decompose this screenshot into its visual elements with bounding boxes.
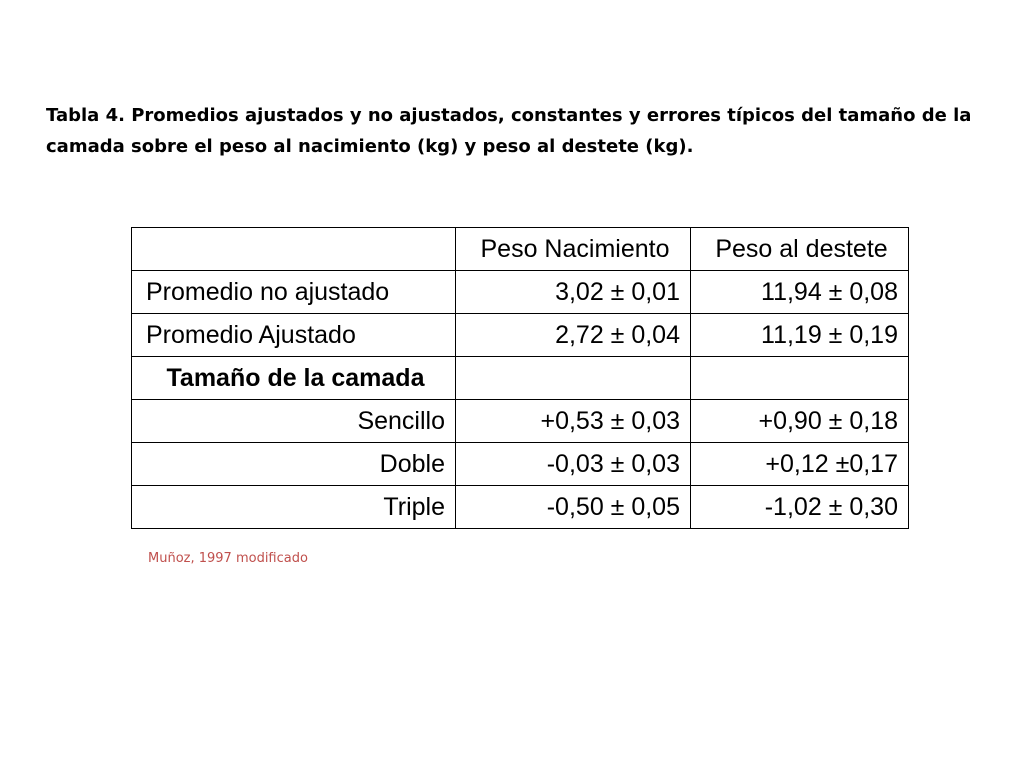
section-label: Tamaño de la camada	[132, 357, 456, 400]
data-table	[131, 227, 909, 529]
cell-destete: 11,19 ± 0,19	[691, 314, 909, 357]
header-cell-empty	[132, 228, 456, 271]
cell-destete: +0,90 ± 0,18	[691, 400, 909, 443]
table-section-row	[132, 357, 909, 400]
table-caption: Tabla 4. Promedios ajustados y no ajustados, constantes y errores típicos del tamaño de la camada sobre el peso al nacimiento (kg) y peso al destete (kg).	[46, 105, 972, 157]
table-row	[132, 314, 909, 357]
cell-nacimiento	[456, 357, 691, 400]
header-cell-peso-nacimiento: Peso Nacimiento	[456, 228, 691, 271]
table-row	[132, 443, 909, 486]
table-row	[132, 400, 909, 443]
cell-nacimiento: -0,50 ± 0,05	[456, 486, 691, 529]
table-header-row	[132, 228, 909, 271]
cell-destete	[691, 357, 909, 400]
cell-destete: +0,12 ±0,17	[691, 443, 909, 486]
row-label: Triple	[132, 486, 456, 529]
row-label: Sencillo	[132, 400, 456, 443]
table-row	[132, 486, 909, 529]
cell-nacimiento: -0,03 ± 0,03	[456, 443, 691, 486]
cell-destete: 11,94 ± 0,08	[691, 271, 909, 314]
cell-nacimiento: 2,72 ± 0,04	[456, 314, 691, 357]
cell-destete: -1,02 ± 0,30	[691, 486, 909, 529]
table-row	[132, 271, 909, 314]
row-label: Doble	[132, 443, 456, 486]
row-label: Promedio Ajustado	[132, 314, 456, 357]
row-label: Promedio no ajustado	[132, 271, 456, 314]
source-note: Muñoz, 1997 modificado	[148, 551, 308, 566]
cell-nacimiento: +0,53 ± 0,03	[456, 400, 691, 443]
cell-nacimiento: 3,02 ± 0,01	[456, 271, 691, 314]
header-cell-peso-destete: Peso al destete	[691, 228, 909, 271]
